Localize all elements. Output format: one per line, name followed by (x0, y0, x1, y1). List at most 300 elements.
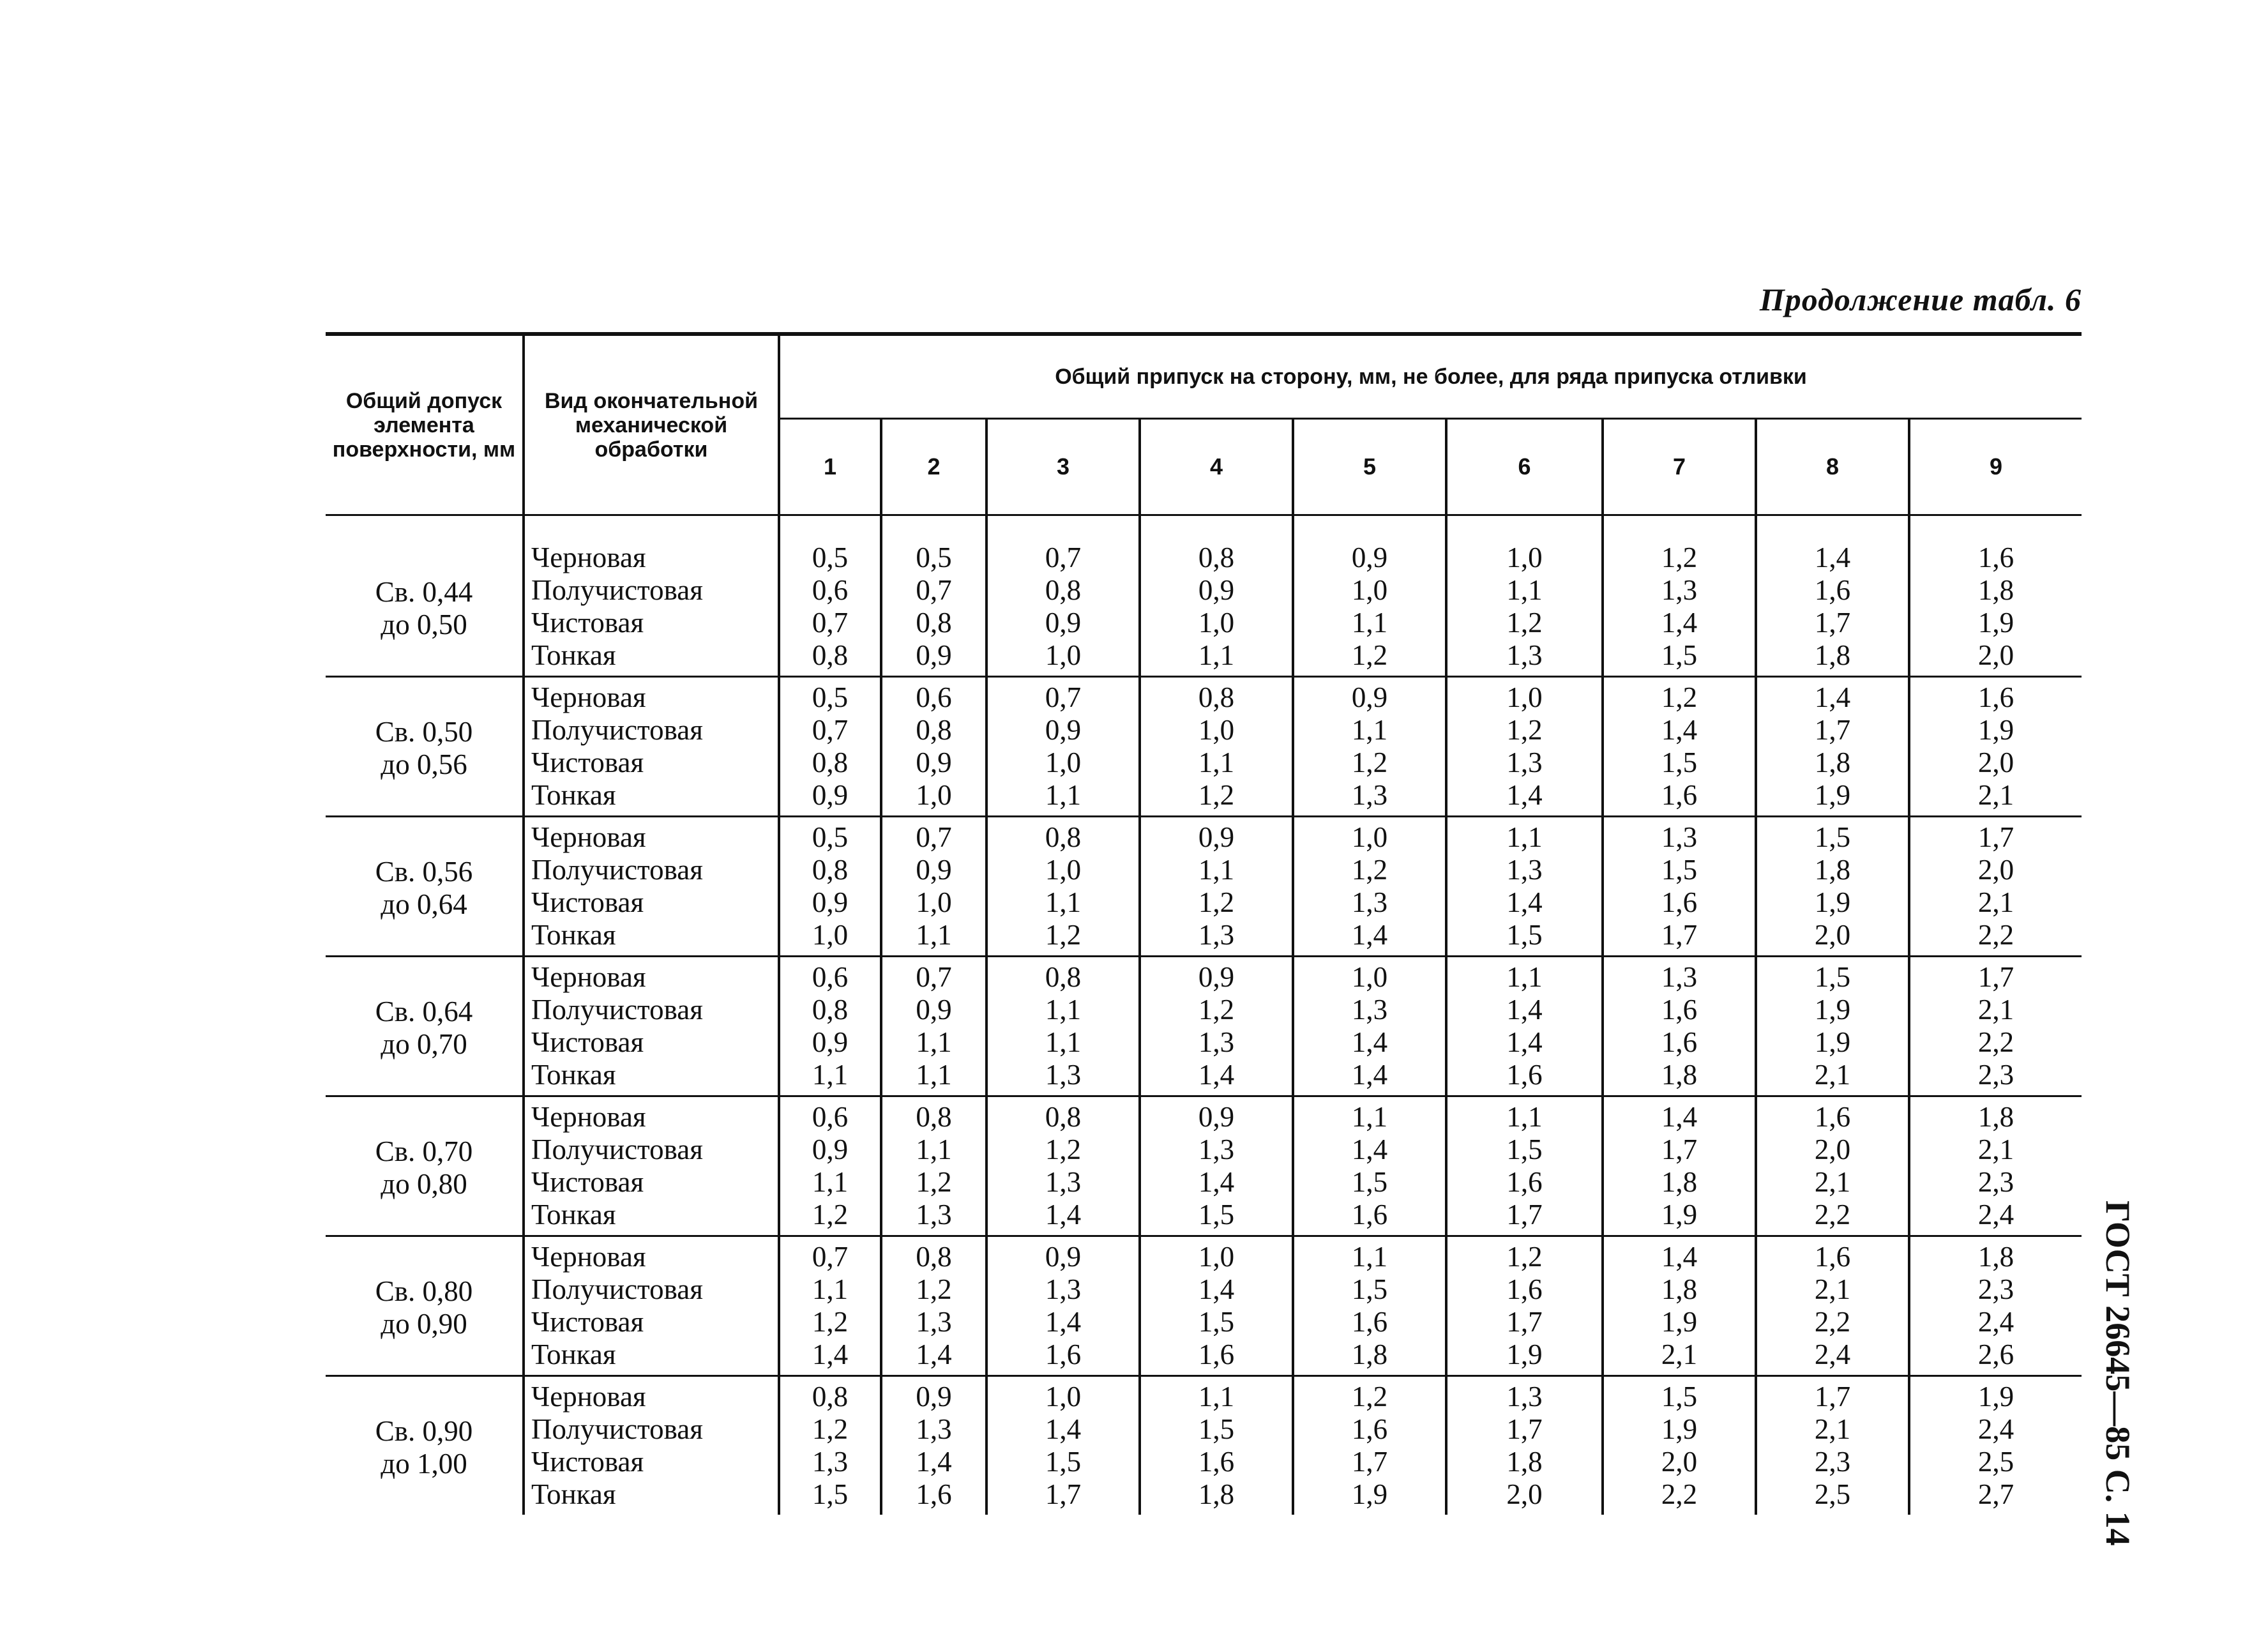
allowance-value-cell: 2,1 (1909, 886, 2082, 919)
allowance-value-cell: 0,8 (986, 817, 1140, 854)
machining-kind-cell: Получистовая (531, 854, 703, 886)
allowance-value-cell: 1,4 (881, 1446, 986, 1478)
table-row (326, 1133, 2082, 1166)
allowance-value-cell: 1,2 (1293, 639, 1446, 677)
allowance-value-cell: 0,8 (881, 1236, 986, 1274)
table-row (326, 919, 2082, 957)
allowance-value-cell: 1,2 (1293, 1376, 1446, 1414)
allowance-value-cell: 1,8 (1909, 574, 2082, 607)
allowance-value-cell: 0,8 (779, 994, 881, 1026)
table-header (326, 334, 2082, 515)
allowance-value-cell: 1,8 (1293, 1338, 1446, 1376)
allowance-value-cell: 0,7 (881, 817, 986, 854)
allowance-value-cell: 1,1 (1446, 1096, 1603, 1134)
allowance-value-cell: 1,6 (1293, 1199, 1446, 1236)
allowance-value-cell: 2,2 (1603, 1478, 1756, 1515)
allowance-value-cell: 1,9 (1909, 714, 2082, 746)
allowance-value-cell: 1,5 (1446, 1133, 1603, 1166)
allowance-value-cell: 2,4 (1909, 1199, 2082, 1236)
header-series-number: 5 (1293, 419, 1446, 515)
tolerance-range-line: до 0,80 (381, 1168, 467, 1200)
allowance-value-cell: 2,1 (1756, 1273, 1909, 1306)
allowance-value-cell: 0,8 (779, 854, 881, 886)
allowance-value-cell: 1,2 (779, 1413, 881, 1446)
allowance-value-cell: 0,8 (1140, 677, 1293, 715)
machining-kind-cell: Тонкая (531, 1059, 616, 1091)
allowance-value-cell: 1,6 (1909, 677, 2082, 715)
allowance-value-cell: 1,1 (1140, 1376, 1293, 1414)
allowance-value-cell: 1,5 (1756, 957, 1909, 994)
allowance-value-cell: 1,4 (1603, 714, 1756, 746)
tolerance-range-line: до 0,56 (381, 748, 467, 780)
allowance-value-cell: 1,5 (1603, 639, 1756, 677)
allowance-value-cell: 2,2 (1909, 919, 2082, 957)
allowance-value-cell: 1,1 (1140, 746, 1293, 779)
allowance-value-cell: 0,8 (779, 746, 881, 779)
allowance-value-cell: 0,8 (1140, 515, 1293, 575)
allowance-value-cell: 1,5 (1446, 919, 1603, 957)
table-row (326, 1306, 2082, 1338)
allowance-value-cell: 1,6 (1603, 886, 1756, 919)
allowance-value-cell: 1,1 (881, 1133, 986, 1166)
allowance-value-cell: 1,8 (1756, 854, 1909, 886)
machining-kind-cell: Получистовая (531, 574, 703, 606)
allowance-value-cell: 1,4 (1446, 886, 1603, 919)
allowance-value-cell: 0,9 (986, 1236, 1140, 1274)
allowance-value-cell: 0,7 (881, 957, 986, 994)
allowance-value-cell: 1,5 (1756, 817, 1909, 854)
tolerance-range-cell (326, 515, 524, 677)
header-series-number: 6 (1446, 419, 1603, 515)
allowance-value-cell: 1,6 (1293, 1306, 1446, 1338)
header-series-number: 7 (1603, 419, 1756, 515)
allowance-value-cell: 2,3 (1909, 1166, 2082, 1199)
allowance-value-cell: 1,1 (779, 1273, 881, 1306)
allowance-value-cell: 1,5 (1603, 854, 1756, 886)
allowance-value-cell: 2,0 (1756, 919, 1909, 957)
allowance-value-cell: 1,1 (881, 1059, 986, 1096)
allowance-value-cell: 1,1 (1293, 1096, 1446, 1134)
allowance-value-cell: 1,1 (1140, 854, 1293, 886)
allowance-value-cell: 0,8 (986, 957, 1140, 994)
header-allowance-span: Общий припуск на сторону, мм, не более, для ряда припуска отливки (779, 334, 2082, 419)
tolerance-range-line: Св. 0,44 (375, 576, 473, 608)
allowance-value-cell: 1,7 (1909, 817, 2082, 854)
allowance-value-cell: 1,0 (1293, 817, 1446, 854)
allowance-value-cell: 1,0 (1140, 607, 1293, 639)
allowance-value-cell: 1,6 (1909, 515, 2082, 575)
allowance-value-cell: 1,2 (986, 1133, 1140, 1166)
allowance-value-cell: 1,1 (779, 1166, 881, 1199)
allowance-value-cell: 0,5 (779, 677, 881, 715)
tolerance-range-line: до 0,64 (381, 888, 467, 920)
tolerance-range-cell (326, 1236, 524, 1376)
machining-kind-cell: Чистовая (531, 607, 644, 639)
allowance-value-cell: 0,7 (779, 1236, 881, 1274)
allowance-value-cell: 1,3 (881, 1413, 986, 1446)
allowance-value-cell: 1,4 (1603, 1236, 1756, 1274)
allowance-value-cell: 2,4 (1909, 1413, 2082, 1446)
tolerance-range-line: Св. 0,70 (375, 1135, 473, 1167)
allowance-value-cell: 2,3 (1909, 1273, 2082, 1306)
allowance-value-cell: 1,2 (881, 1166, 986, 1199)
tolerance-range-cell (326, 957, 524, 1096)
allowance-value-cell: 1,2 (1603, 515, 1756, 575)
allowance-value-cell: 1,0 (1140, 714, 1293, 746)
allowance-value-cell: 1,7 (986, 1478, 1140, 1515)
tolerance-range-cell (326, 817, 524, 957)
allowance-value-cell: 1,6 (1603, 1026, 1756, 1059)
allowance-value-cell: 1,0 (1140, 1236, 1293, 1274)
allowance-value-cell: 1,1 (1446, 957, 1603, 994)
allowance-value-cell: 0,5 (779, 817, 881, 854)
table-row (326, 1059, 2082, 1096)
tolerance-range-cell (326, 1096, 524, 1236)
allowance-value-cell: 1,3 (779, 1446, 881, 1478)
table-row (326, 1446, 2082, 1478)
allowance-value-cell: 1,0 (779, 919, 881, 957)
allowance-value-cell: 0,9 (881, 1376, 986, 1414)
allowance-value-cell: 1,0 (881, 779, 986, 817)
allowance-value-cell: 0,9 (1293, 515, 1446, 575)
allowance-value-cell: 1,3 (1603, 574, 1756, 607)
allowance-value-cell: 1,6 (1140, 1338, 1293, 1376)
allowance-value-cell: 1,8 (1909, 1096, 2082, 1134)
allowance-value-cell: 1,3 (1293, 779, 1446, 817)
machining-kind-cell: Черновая (524, 1376, 779, 1414)
allowance-value-cell: 2,2 (1756, 1306, 1909, 1338)
allowance-value-cell: 0,5 (881, 515, 986, 575)
allowance-value-cell: 1,3 (881, 1199, 986, 1236)
table-row (326, 886, 2082, 919)
allowance-value-cell: 1,4 (1140, 1059, 1293, 1096)
allowance-value-cell: 1,2 (1446, 714, 1603, 746)
tolerance-range-line: Св. 0,80 (375, 1275, 473, 1307)
allowance-value-cell: 1,2 (1140, 994, 1293, 1026)
machining-kind-cell: Черновая (524, 1236, 779, 1274)
allowance-value-cell: 1,1 (986, 994, 1140, 1026)
allowance-value-cell: 1,3 (1603, 817, 1756, 854)
table-row (326, 574, 2082, 607)
allowance-value-cell: 2,4 (1756, 1338, 1909, 1376)
header-series-number: 3 (986, 419, 1140, 515)
machining-kind-cell: Чистовая (531, 1446, 644, 1478)
allowance-value-cell: 1,0 (986, 854, 1140, 886)
table-row (326, 1026, 2082, 1059)
allowance-value-cell: 1,8 (1140, 1478, 1293, 1515)
table-row (326, 1096, 2082, 1134)
table-row (326, 515, 2082, 575)
allowance-value-cell: 0,5 (779, 515, 881, 575)
allowance-value-cell: 1,6 (1293, 1413, 1446, 1446)
allowance-value-cell: 0,7 (779, 607, 881, 639)
table-row (326, 779, 2082, 817)
allowance-value-cell: 1,4 (1603, 607, 1756, 639)
table-row (326, 994, 2082, 1026)
allowance-value-cell: 0,8 (881, 1096, 986, 1134)
allowance-value-cell: 1,4 (1603, 1096, 1756, 1134)
allowance-value-cell: 2,5 (1756, 1478, 1909, 1515)
allowance-value-cell: 1,5 (1140, 1306, 1293, 1338)
allowance-value-cell: 2,3 (1909, 1059, 2082, 1096)
allowance-value-cell: 0,7 (986, 515, 1140, 575)
machining-kind-cell: Тонкая (531, 1338, 616, 1370)
machining-kind-cell: Черновая (524, 817, 779, 854)
allowance-value-cell: 0,9 (779, 1133, 881, 1166)
allowance-value-cell: 1,5 (1603, 746, 1756, 779)
machining-kind-cell: Тонкая (531, 1199, 616, 1231)
allowance-value-cell: 1,2 (1446, 607, 1603, 639)
allowance-value-cell: 0,9 (1293, 677, 1446, 715)
machining-kind-cell: Получистовая (531, 1273, 703, 1305)
allowance-value-cell: 0,9 (881, 994, 986, 1026)
tolerance-range-line: Св. 0,64 (375, 996, 473, 1027)
allowance-value-cell: 1,9 (1603, 1413, 1756, 1446)
allowance-value-cell: 2,0 (1446, 1478, 1603, 1515)
allowance-value-cell: 2,0 (1909, 746, 2082, 779)
allowance-value-cell: 1,9 (1909, 607, 2082, 639)
tolerance-range-cell (326, 1376, 524, 1515)
allowance-value-cell: 1,4 (1446, 779, 1603, 817)
allowance-value-cell: 1,7 (1756, 607, 1909, 639)
allowance-value-cell: 1,8 (1446, 1446, 1603, 1478)
allowance-value-cell: 1,6 (881, 1478, 986, 1515)
header-series-number: 2 (881, 419, 986, 515)
allowance-value-cell: 0,9 (986, 714, 1140, 746)
allowance-value-cell: 0,7 (986, 677, 1140, 715)
allowance-value-cell: 0,9 (1140, 574, 1293, 607)
table-row (326, 677, 2082, 715)
machining-kind-cell: Тонкая (531, 639, 616, 671)
allowance-value-cell: 1,1 (1293, 714, 1446, 746)
table-row (326, 1413, 2082, 1446)
tolerance-range-line: Св. 0,50 (375, 716, 473, 748)
allowance-value-cell: 2,2 (1909, 1026, 2082, 1059)
allowance-value-cell: 1,9 (1756, 994, 1909, 1026)
allowance-value-cell: 1,7 (1293, 1446, 1446, 1478)
header-series-number: 4 (1140, 419, 1293, 515)
allowance-value-cell: 1,3 (1603, 957, 1756, 994)
allowance-value-cell: 2,2 (1756, 1199, 1909, 1236)
allowance-value-cell: 0,9 (881, 854, 986, 886)
allowance-value-cell: 1,4 (1756, 515, 1909, 575)
header-series-number: 8 (1756, 419, 1909, 515)
allowance-value-cell: 1,4 (986, 1306, 1140, 1338)
allowance-value-cell: 2,3 (1756, 1446, 1909, 1478)
allowance-value-cell: 1,5 (779, 1478, 881, 1515)
machining-kind-cell: Получистовая (531, 1133, 703, 1165)
header-series-number: 9 (1909, 419, 2082, 515)
machining-kind-cell: Тонкая (531, 779, 616, 811)
machining-kind-cell: Чистовая (531, 886, 644, 918)
allowance-value-cell: 2,1 (1909, 1133, 2082, 1166)
allowance-value-cell: 1,3 (986, 1273, 1140, 1306)
allowance-value-cell: 1,4 (1140, 1273, 1293, 1306)
allowance-value-cell: 1,7 (1446, 1306, 1603, 1338)
allowance-value-cell: 1,2 (1140, 779, 1293, 817)
allowance-value-cell: 0,7 (881, 574, 986, 607)
allowance-value-cell: 0,9 (1140, 957, 1293, 994)
tolerance-range-cell (326, 677, 524, 817)
allowance-value-cell: 1,7 (1909, 957, 2082, 994)
header-tolerance: Общий допуск элемента поверхности, мм (326, 334, 524, 515)
allowance-value-cell: 1,4 (1756, 677, 1909, 715)
allowance-value-cell: 1,9 (1293, 1478, 1446, 1515)
allowance-value-cell: 1,6 (1603, 994, 1756, 1026)
allowance-value-cell: 1,2 (1603, 677, 1756, 715)
document-sidebar-code: ГОСТ 26645—85 С. 14 (2099, 1201, 2137, 1546)
allowance-value-cell: 1,0 (986, 639, 1140, 677)
tolerance-range-line: до 0,50 (381, 609, 467, 640)
allowance-value-cell: 0,8 (881, 607, 986, 639)
allowance-value-cell: 1,2 (1293, 854, 1446, 886)
allowance-value-cell: 1,2 (986, 919, 1140, 957)
machining-kind-cell: Тонкая (531, 919, 616, 951)
allowance-value-cell: 1,6 (1140, 1446, 1293, 1478)
allowance-value-cell: 1,1 (1140, 639, 1293, 677)
allowance-value-cell: 0,8 (986, 1096, 1140, 1134)
allowance-value-cell: 1,7 (1603, 1133, 1756, 1166)
table-row (326, 1199, 2082, 1236)
allowance-value-cell: 2,7 (1909, 1478, 2082, 1515)
table-row (326, 746, 2082, 779)
machining-kind-cell: Тонкая (531, 1478, 616, 1510)
allowance-value-cell: 2,0 (1756, 1133, 1909, 1166)
allowance-value-cell: 1,2 (1446, 1236, 1603, 1274)
machining-kind-cell: Получистовая (531, 994, 703, 1026)
machining-kind-cell: Получистовая (531, 714, 703, 746)
allowance-value-cell: 0,7 (779, 714, 881, 746)
allowance-value-cell: 1,0 (1446, 677, 1603, 715)
allowance-value-cell: 1,4 (986, 1199, 1140, 1236)
header-series-number: 1 (823, 453, 837, 480)
machining-kind-cell: Черновая (524, 1096, 779, 1134)
allowance-value-cell: 2,0 (1603, 1446, 1756, 1478)
allowance-value-cell: 0,9 (1140, 817, 1293, 854)
allowance-value-cell: 2,0 (1909, 639, 2082, 677)
allowance-value-cell: 0,9 (986, 607, 1140, 639)
table-row (326, 1338, 2082, 1376)
table-row (326, 1273, 2082, 1306)
allowance-value-cell: 1,2 (779, 1199, 881, 1236)
tolerance-range-line: до 0,70 (381, 1028, 467, 1060)
allowance-value-cell: 2,1 (1603, 1338, 1756, 1376)
allowance-value-cell: 2,4 (1909, 1306, 2082, 1338)
allowance-value-cell: 1,4 (881, 1338, 986, 1376)
table-row (326, 817, 2082, 854)
table-body (326, 515, 2082, 1515)
allowance-value-cell: 1,7 (1446, 1413, 1603, 1446)
table-row (326, 957, 2082, 994)
allowance-value-cell: 1,6 (986, 1338, 1140, 1376)
allowance-value-cell: 0,9 (881, 746, 986, 779)
tolerance-range-line: Св. 0,56 (375, 856, 473, 888)
allowance-value-cell: 1,3 (1293, 886, 1446, 919)
machining-kind-cell: Черновая (524, 957, 779, 994)
allowance-value-cell: 0,8 (986, 574, 1140, 607)
allowance-value-cell: 1,1 (986, 779, 1140, 817)
allowance-value-cell: 1,5 (1140, 1199, 1293, 1236)
allowance-value-cell: 1,3 (1446, 1376, 1603, 1414)
allowance-value-cell: 1,0 (986, 1376, 1140, 1414)
allowance-value-cell: 1,7 (1446, 1199, 1603, 1236)
allowance-value-cell: 0,8 (881, 714, 986, 746)
table-row (326, 1236, 2082, 1274)
allowance-value-cell: 1,3 (986, 1059, 1140, 1096)
allowance-value-cell: 2,1 (1756, 1413, 1909, 1446)
allowance-value-cell: 1,6 (1446, 1273, 1603, 1306)
allowance-value-cell: 1,2 (881, 1273, 986, 1306)
allowance-value-cell: 1,1 (779, 1059, 881, 1096)
allowance-value-cell: 1,1 (1446, 574, 1603, 607)
allowance-value-cell: 1,4 (986, 1413, 1140, 1446)
allowance-value-cell: 1,7 (1756, 714, 1909, 746)
allowance-value-cell: 0,9 (779, 779, 881, 817)
allowance-value-cell: 1,3 (1446, 854, 1603, 886)
allowance-value-cell: 1,1 (986, 1026, 1140, 1059)
machining-kind-cell: Чистовая (531, 746, 644, 778)
allowance-value-cell: 1,8 (1603, 1059, 1756, 1096)
allowance-value-cell: 1,3 (1446, 746, 1603, 779)
allowance-value-cell: 1,9 (1756, 886, 1909, 919)
allowance-value-cell: 1,4 (779, 1338, 881, 1376)
table-row (326, 714, 2082, 746)
allowance-value-cell: 0,9 (1140, 1096, 1293, 1134)
allowance-value-cell: 1,4 (1293, 1026, 1446, 1059)
allowance-value-cell: 1,3 (1140, 1026, 1293, 1059)
allowance-value-cell: 1,0 (1293, 957, 1446, 994)
allowance-value-cell: 1,1 (1293, 607, 1446, 639)
allowance-value-cell: 1,5 (986, 1446, 1140, 1478)
header-machining-kind: Вид окончательной механической обработки (524, 334, 779, 515)
allowance-value-cell: 1,1 (1293, 1236, 1446, 1274)
table-row (326, 639, 2082, 677)
machining-kind-cell: Чистовая (531, 1026, 644, 1058)
tolerance-range-line: Св. 0,90 (375, 1415, 473, 1447)
allowance-value-cell: 1,6 (1756, 1236, 1909, 1274)
machining-kind-cell: Чистовая (531, 1166, 644, 1198)
table-row (326, 854, 2082, 886)
allowance-value-cell: 1,3 (986, 1166, 1140, 1199)
allowance-value-cell: 1,3 (1293, 994, 1446, 1026)
table-row (326, 1166, 2082, 1199)
allowance-table (326, 332, 2082, 1515)
allowance-value-cell: 0,8 (779, 639, 881, 677)
allowance-value-cell: 2,6 (1909, 1338, 2082, 1376)
allowance-value-cell: 1,1 (1446, 817, 1603, 854)
allowance-value-cell: 1,5 (1140, 1413, 1293, 1446)
allowance-value-cell: 1,4 (1293, 1059, 1446, 1096)
table-row (326, 607, 2082, 639)
machining-kind-cell: Черновая (524, 515, 779, 575)
allowance-value-cell: 0,6 (881, 677, 986, 715)
allowance-value-cell: 1,6 (1446, 1059, 1603, 1096)
machining-kind-cell: Чистовая (531, 1306, 644, 1338)
allowance-value-cell: 1,4 (1446, 994, 1603, 1026)
allowance-value-cell: 1,9 (1909, 1376, 2082, 1414)
allowance-value-cell: 0,8 (779, 1376, 881, 1414)
allowance-value-cell: 1,0 (881, 886, 986, 919)
allowance-value-cell: 1,8 (1756, 639, 1909, 677)
allowance-value-cell: 1,1 (881, 919, 986, 957)
allowance-value-cell: 1,2 (1293, 746, 1446, 779)
allowance-value-cell: 1,9 (1446, 1338, 1603, 1376)
allowance-value-cell: 1,4 (1293, 1133, 1446, 1166)
allowance-value-cell: 0,9 (779, 1026, 881, 1059)
allowance-value-cell: 1,8 (1603, 1166, 1756, 1199)
allowance-value-cell: 2,1 (1756, 1059, 1909, 1096)
allowance-value-cell: 0,9 (779, 886, 881, 919)
